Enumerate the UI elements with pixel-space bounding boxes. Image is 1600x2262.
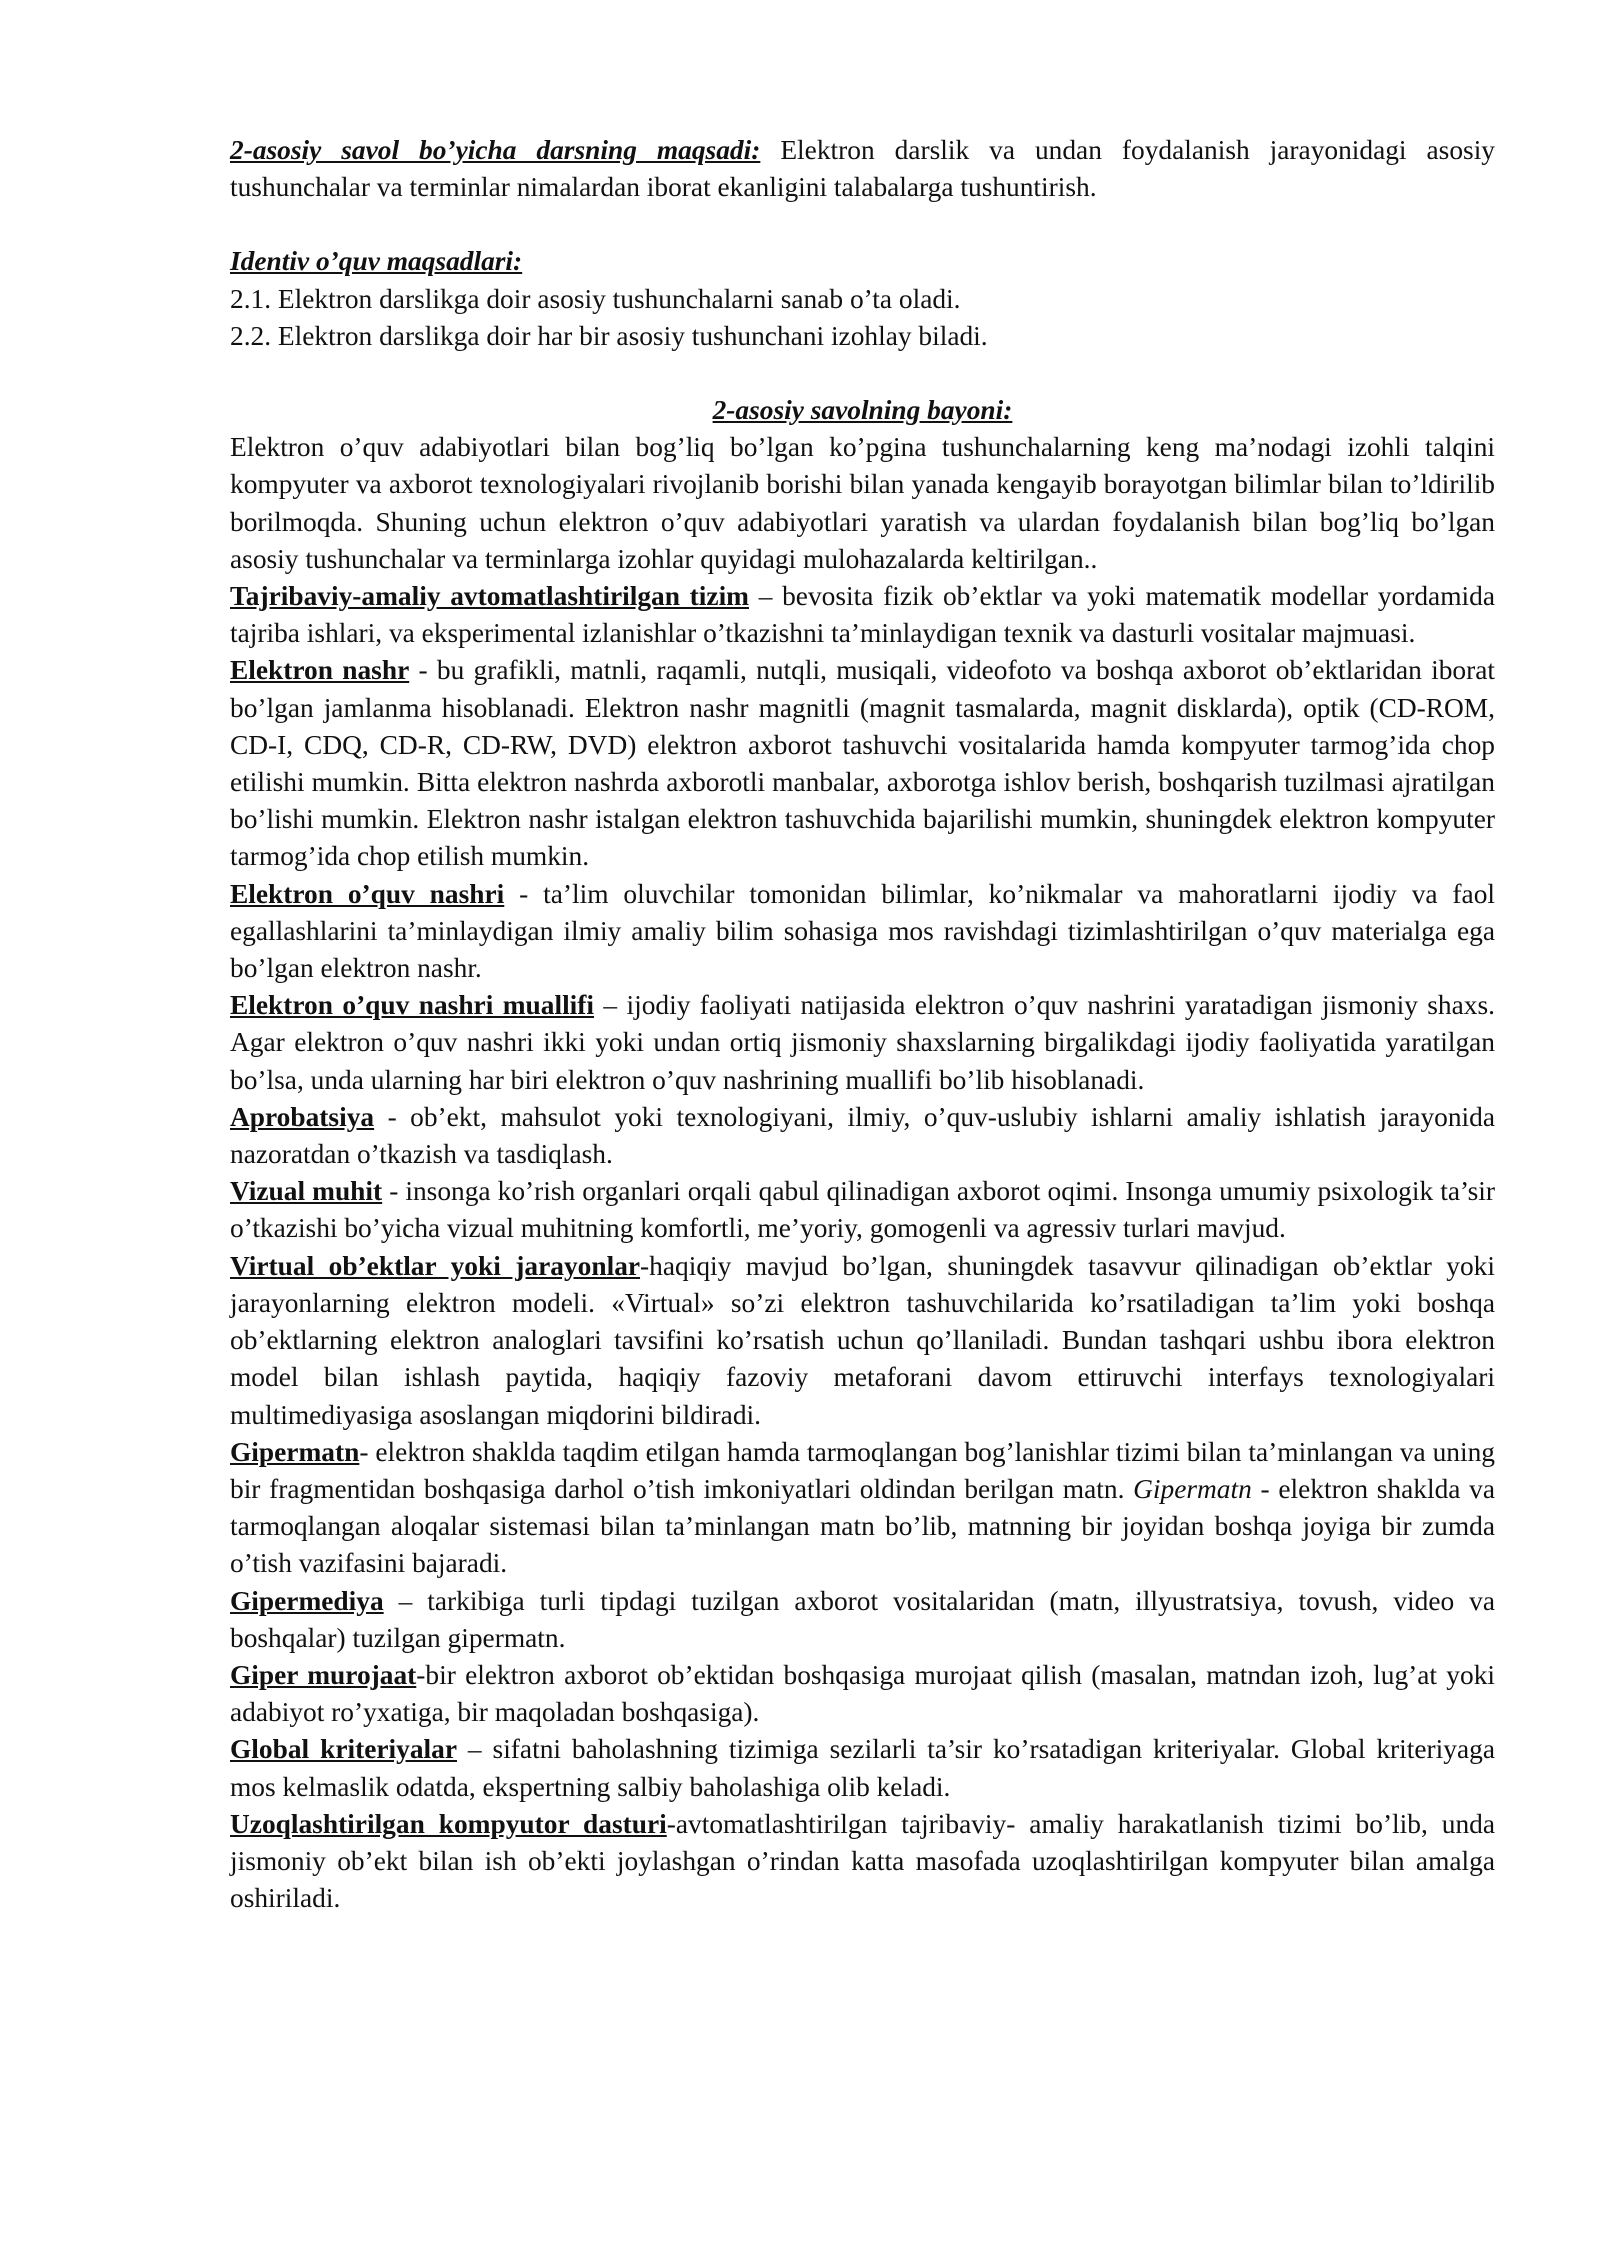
term-definition: – tarkibiga turli tipdagi tuzilgan axborot vositalaridan (matn, illyustratsiya, tovush, video va boshqalar) tuzilgan gipermatn. <box>230 1585 1495 1653</box>
term-title: Elektron nashr <box>230 655 410 686</box>
term-definition: -haqiqiy mavjud bo’lgan, shuningdek tasavvur qilinadigan ob’ektlar yoki jarayonlarning elektron modeli. «Virtual» so’zi elektron tashuvchilarida ko’rsatiladigan ta’lim yoki boshqa ob’ektlarning elektron analoglari tavsifini ko’rsatish uchun qo’llaniladi. Bundan tashqari ushbu ibora elektron model bilan ishlash paytida, haqiqiy fazoviy metaforani davom ettiruvchi interfays texnologiyalari multimediyasiga asoslangan miqdorini bildiradi. <box>230 1250 1495 1430</box>
spacer <box>230 206 1495 243</box>
objectives-label <box>230 243 1495 280</box>
term-entry <box>230 1731 1495 1805</box>
term-definition: -bir elektron axborot ob’ektidan boshqasiga murojaat qilish (masalan, matndan izoh, lug’at yoki adabiyot ro’yxatiga, bir maqoladan boshqasiga). <box>230 1659 1495 1728</box>
term-entry <box>230 1248 1495 1434</box>
term-entry <box>230 1434 1495 1583</box>
goal-label: 2-asosiy savol bo’yicha darsning maqsadi: <box>230 135 761 165</box>
term-title: Giper murojaat <box>230 1659 417 1690</box>
objective-item: 2.1. Elektron darslikga doir asosiy tushunchalarni sanab o’ta oladi. <box>230 283 961 314</box>
term-entry <box>230 876 1495 988</box>
term-definition: – ijodiy faoliyati natijasida elektron o’quv nashrini yaratadigan jismoniy shaxs. Agar elektron o’quv nashri ikki yoki undan ortiq jismoniy shaxslarning birgalikdagi ijodiy faoliyatida yaratilgan bo’lsa, unda ularning har biri elektron o’quv nashrining muallifi bo’lib hisoblanadi. <box>230 990 1495 1095</box>
exposition-heading: 2-asosiy savolning bayoni: <box>712 395 1013 426</box>
term-definition: - ob’ekt, mahsulot yoki texnologiyani, ilmiy, o’quv-uslubiy ishlarni amaliy ishlatish jarayonida nazoratdan o’tkazish va tasdiqlash. <box>230 1101 1495 1170</box>
term-title: Uzoqlashtirilgan kompyutor dasturi <box>230 1808 667 1839</box>
term-entry <box>230 1657 1495 1731</box>
term-italic: Gipermatn <box>1133 1473 1252 1504</box>
term-title: Vizual muhit <box>230 1176 383 1207</box>
term-definition-cont: - elektron shaklda va tarmoqlangan aloqalar sistemasi bilan ta’minlangan matn bo’lib, matnning bir joyidan boshqa joyiga bir zumda o’tish vazifasini bajaradi. <box>230 1473 1495 1579</box>
term-definition: – sifatni baholashning tizimiga sezilarli ta’sir ko’rsatadigan kriteriyalar. Global kriteriyaga mos kelmaslik odatda, ekspertning salbiy baholashiga olib keladi. <box>230 1734 1495 1802</box>
term-title: Virtual ob’ektlar yoki jarayonlar <box>230 1250 641 1281</box>
term-title: Aprobatsiya <box>230 1101 375 1132</box>
term-entry <box>230 652 1495 875</box>
objectives-heading: Identiv o’quv maqsadlari: <box>230 246 523 277</box>
goal-text: Elektron darslik va undan foydalanish jarayonidagi asosiy tushunchalar va terminlar nimalardan iborat ekanligini talabalarga tushuntirish. <box>230 135 1495 203</box>
term-definition: - insonga ko’rish organlari orqali qabul qilinadigan axborot oqimi. Insonga umumiy psixologik ta’sir o’tkazishi bo’yicha vizual muhitning komfortli, me’yoriy, gomogenli va agressiv turlari mavjud. <box>230 1176 1495 1244</box>
term-definition: – bevosita fizik ob’ektlar va yoki matematik modellar yordamida tajriba ishlari, va eksperimental izlanishlar o’tkazishni ta’minlaydigan texnik va dasturli vositalar majmuasi. <box>230 581 1495 649</box>
term-definition: - elektron shaklda taqdim etilgan hamda tarmoqlangan bog’lanishlar tizimi bilan ta’minlangan va uning bir fragmentidan boshqasiga darhol o’tish imkoniyatlari oldindan berilgan matn. <box>230 1436 1495 1504</box>
term-entry <box>230 1806 1495 1918</box>
term-entry <box>230 1173 1495 1247</box>
term-title: Tajribaviy-amaliy avtomatlashtirilgan tizim <box>230 581 749 612</box>
document-page <box>230 132 1495 1917</box>
objective-item: 2.2. Elektron darslikga doir har bir asosiy tushunchani izohlay biladi. <box>230 320 988 351</box>
term-definition: -avtomatlashtirilgan tajribaviy- amaliy harakatlanish tizimi bo’lib, unda jismoniy ob’ekt bilan ish ob’ekti joylashgan o’rindan katta masofada uzoqlashtirilgan kompyuter bilan amalga oshiriladi. <box>230 1808 1495 1914</box>
term-title: Elektron o’quv nashri muallifi <box>230 990 595 1021</box>
spacer <box>230 355 1495 392</box>
term-entry <box>230 1099 1495 1173</box>
term-entry <box>230 987 1495 1099</box>
term-entry <box>230 578 1495 652</box>
exposition-heading-line <box>230 392 1495 429</box>
term-entry <box>230 1583 1495 1657</box>
term-definition: - bu grafikli, matnli, raqamli, nutqli, musiqali, videofoto va boshqa axborot ob’ektlaridan iborat bo’lgan jamlanma hisoblanadi. Elektron nashr magnitli (magnit tasmalarda, magnit disklarda), optik (CD-ROM, CD-I, CDQ, CD-R, CD-RW, DVD) elektron axborot tashuvchi vositalarida hamda kompyuter tarmog’ida chop etilishi mumkin. Bitta elektron nashrda axborotli manbalar, axborotga ishlov berish, boshqarish tuzilmasi ajratilgan bo’lishi mumkin. Elektron nashr istalgan elektron tashuvchida bajarilishi mumkin, shuningdek elektron kompyuter tarmog’ida chop etilish mumkin. <box>230 655 1495 872</box>
term-definition: - ta’lim oluvchilar tomonidan bilimlar, ko’nikmalar va mahoratlarni ijodiy va faol egallashlarini ta’minlaydigan ilmiy amaliy bilim sohasiga mos ravishdagi tizimlashtirilgan o’quv materialga ega bo’lgan elektron nashr. <box>230 878 1495 984</box>
term-title: Elektron o’quv nashri <box>230 878 505 909</box>
exposition-intro: Elektron o’quv adabiyotlari bilan bog’liq bo’lgan ko’pgina tushunchalarning keng ma’nodagi izohli talqini kompyuter va axborot texnologiyalari rivojlanib borishi bilan yanada kengayib borayotgan bilimlar bilan to’ldirilib borilmoqda. Shuning uchun elektron o’quv adabiyotlari yaratish va ulardan foydalanish bilan bog’liq bo’lgan asosiy tushunchalar va terminlarga izohlar quyidagi mulohazalarda keltirilgan.. <box>230 432 1495 574</box>
term-title: Gipermatn <box>230 1436 360 1467</box>
term-title: Gipermediya <box>230 1585 384 1616</box>
lesson-goal <box>230 132 1495 206</box>
term-title: Global kriteriyalar <box>230 1734 457 1765</box>
